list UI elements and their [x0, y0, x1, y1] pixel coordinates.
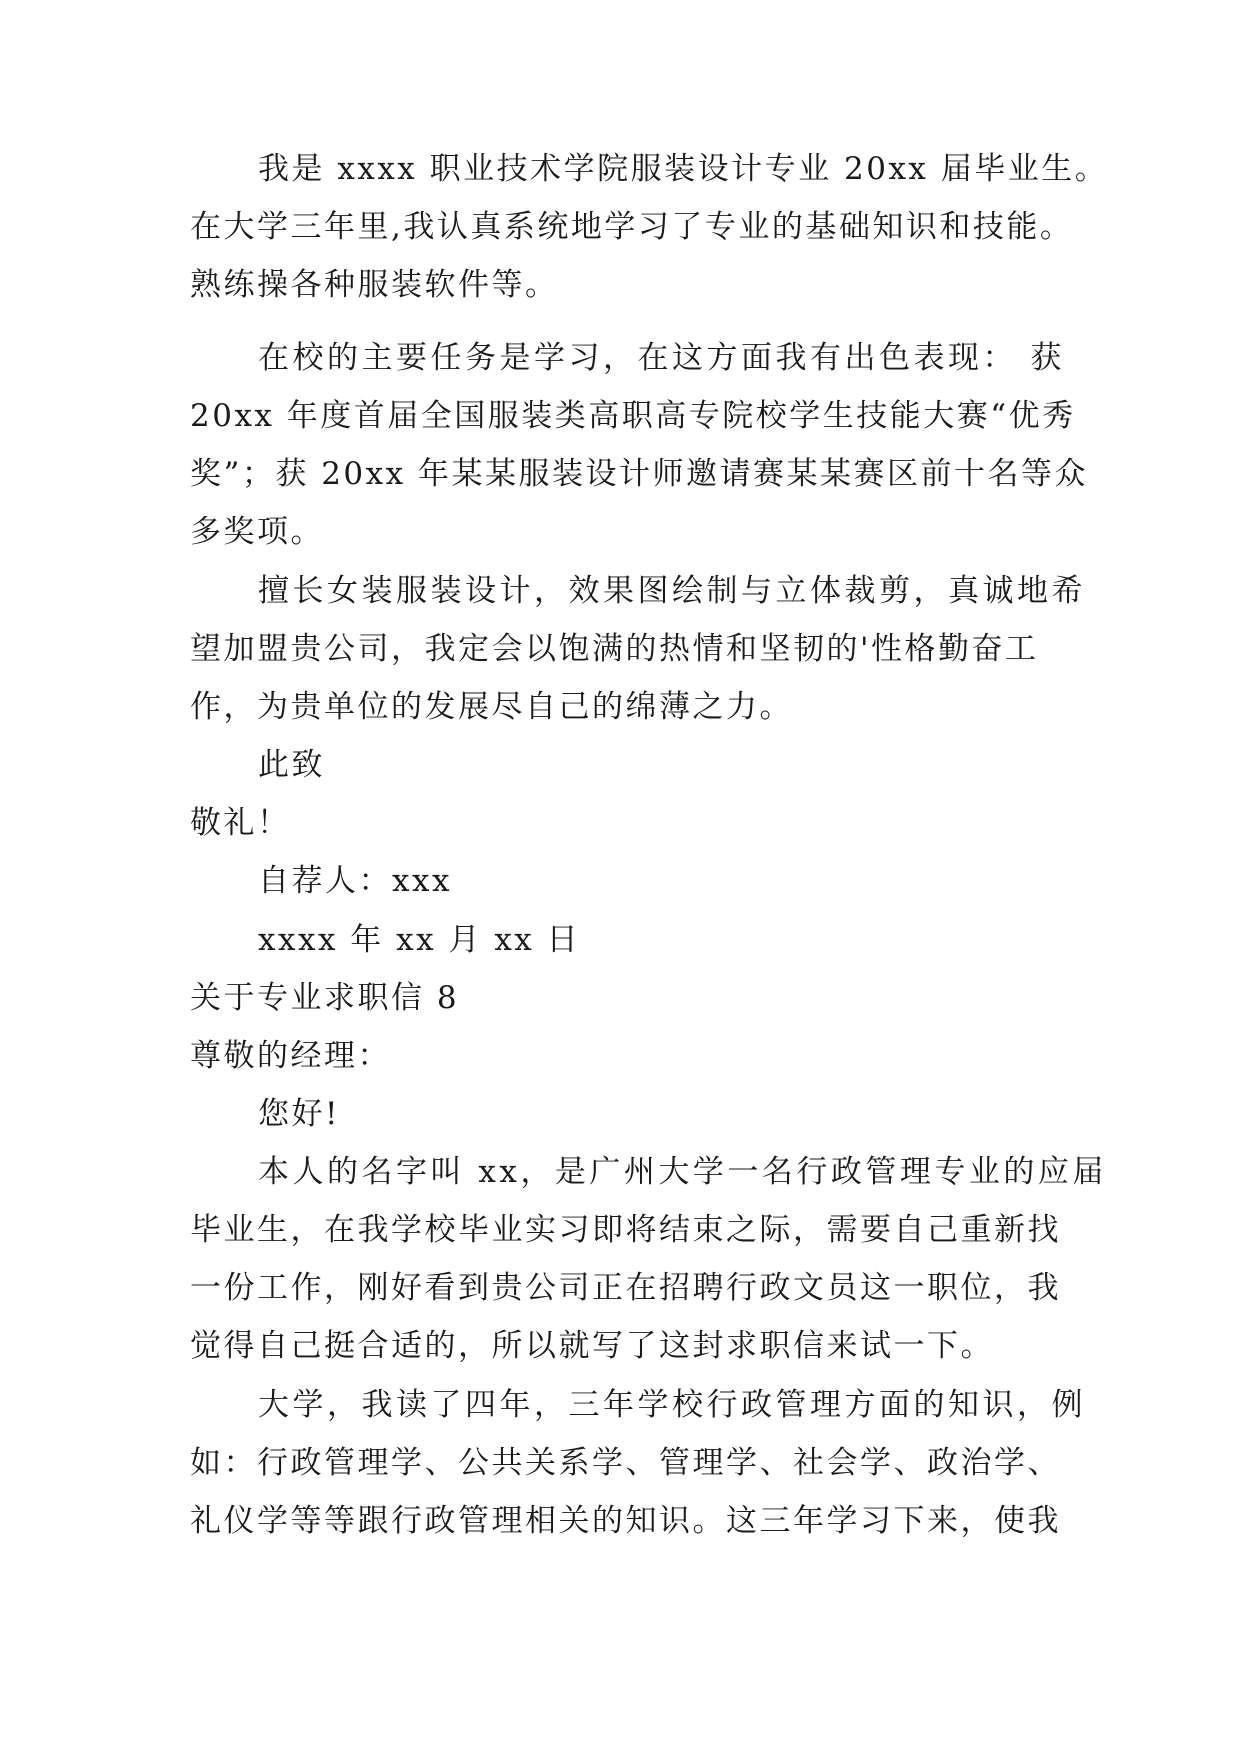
text-line: 奖”；获 20xx 年某某服装设计师邀请赛某某赛区前十名等众	[190, 456, 1088, 492]
text-line: 本人的名字叫 xx，是广州大学一名行政管理专业的应届	[258, 1154, 1107, 1190]
greeting-hello: 您好!	[258, 1096, 340, 1132]
text-line: 望加盟贵公司，我定会以饱满的热情和坚韧的'性格勤奋工	[190, 631, 1039, 667]
date-line: xxxx 年 xx 月 xx 日	[258, 922, 581, 958]
text-line: 擅长女装服装设计，效果图绘制与立体裁剪，真诚地希	[258, 573, 1086, 609]
text-line: 在校的主要任务是学习，在这方面我有出色表现： 获	[258, 340, 1065, 376]
text-line: 熟练操各种服装软件等。	[190, 267, 559, 303]
signature-line: 自荐人：xxx	[258, 863, 452, 899]
section-heading: 关于专业求职信 8	[190, 980, 460, 1016]
text-line: 我是 xxxx 职业技术学院服装设计专业 20xx 届毕业生。	[258, 151, 1109, 187]
text-line: 一份工作，刚好看到贵公司正在招聘行政文员这一职位，我	[190, 1270, 1061, 1306]
text-line: 20xx 年度首届全国服装类高职高专院校学生技能大赛“优秀	[190, 398, 1076, 434]
closing-salutation: 敬礼！	[190, 805, 291, 841]
text-line: 礼仪学等等跟行政管理相关的知识。这三年学习下来，使我	[190, 1503, 1061, 1539]
text-line: 多奖项。	[190, 514, 324, 550]
text-line: 毕业生，在我学校毕业实习即将结束之际，需要自己重新找	[190, 1212, 1061, 1248]
text-line: 在大学三年里,我认真系统地学习了专业的基础知识和技能。	[190, 209, 1074, 245]
greeting: 尊敬的经理：	[190, 1038, 391, 1074]
text-line: 大学，我读了四年，三年学校行政管理方面的知识，例	[258, 1387, 1086, 1423]
text-line: 如：行政管理学、公共关系学、管理学、社会学、政治学、	[190, 1445, 1061, 1481]
closing-phrase: 此致	[258, 747, 325, 783]
text-line: 作，为贵单位的发展尽自己的绵薄之力。	[190, 689, 793, 725]
text-line: 觉得自己挺合适的，所以就写了这封求职信来试一下。	[190, 1328, 994, 1364]
